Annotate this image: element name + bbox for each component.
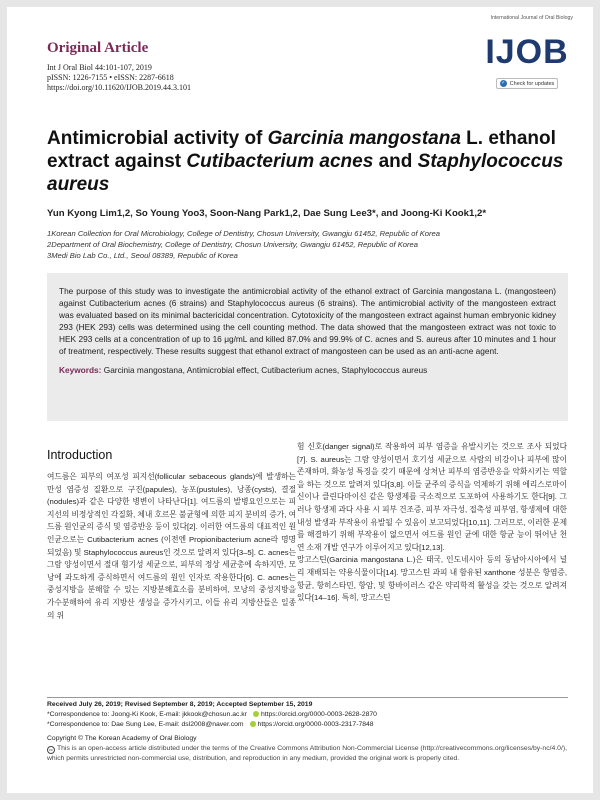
journal-name: International Journal of Oral Biology: [490, 15, 573, 21]
check-updates-icon: ✓: [501, 80, 506, 86]
correspondence-2-text: *Correspondence to: Dae Sung Lee, E-mail: dsl2008@naver.com: [47, 721, 244, 728]
affiliation-1: 1Korean Collection for Oral Microbiology, College of Dentistry, Chosun University, Gwangju 61452, Republic of Korea: [47, 229, 440, 238]
citation-line-issn: pISSN: 1226-7155 • eISSN: 2287-6618: [47, 73, 174, 82]
license-text: This is an open-access article distributed under the terms of the Creative Commons Attribution Non-Commercial License (http://creativecommons.org/licenses/by-nc/4.0/), which permits unrestricted non-commercial use, distribution, and reproduction in any medium, provided the original work is properly cited.: [47, 745, 567, 762]
orcid-icon: [253, 711, 259, 717]
citation-line-journal: Int J Oral Biol 44:101-107, 2019: [47, 63, 152, 72]
abstract-text: The purpose of this study was to investigate the antimicrobial activity of the ethanol extract of Garcinia mangostana L. (mangosteen) against Cutibacterium acnes (6 strains) and Staphylococcus aureus (6 strains). The antimicrobial activity of the mangosteen extract was evaluated based on its minimal bactericidal concentration. Cytotoxicity of the mangosteen extract against human embryonic kidney 293 (HEK 293) cells was determined using the cell counting method. The data showed that the mangosteen extract was not toxic to HEK 293 cells at a concentration of up to 16 μg/mL and killed 87.0% and 99.9% of C. acnes and S. aureus after 10 minutes and 1 hour of treatment, respectively. These results suggest that ethanol extract of mangosteen can be used as an anti-acne agent.: [59, 286, 556, 356]
article-type-label: Original Article: [47, 40, 149, 56]
copyright: Copyright © The Korean Academy of Oral Biology: [47, 735, 197, 742]
license-notice: [47, 744, 568, 764]
orcid-icon: [250, 721, 256, 727]
check-for-updates-button[interactable]: [496, 78, 559, 89]
article-title: Antimicrobial activity of Garcinia mangostana L. ethanol extract against Cutibacterium acnes and Staphylococcus aureus: [47, 128, 564, 195]
abstract-box: [47, 273, 568, 421]
article-header: [47, 40, 191, 93]
citation-line-doi[interactable]: https://doi.org/10.11620/IJOB.2019.44.3.101: [47, 83, 192, 92]
correspondence-1-text: *Correspondence to: Joong-Ki Kook, E-mail: jkkook@chosun.ac.kr: [47, 711, 247, 718]
orcid-link-2[interactable]: https://orcid.org/0000-0003-2317-7848: [257, 721, 374, 728]
affiliation-3: 3Medi Bio Lab Co., Ltd., Seoul 08389, Republic of Korea: [47, 251, 238, 260]
received-dates: Received July 26, 2019; Revised September 8, 2019; Accepted September 15, 2019: [47, 701, 313, 708]
citation-block: [47, 63, 191, 93]
article-page: [7, 7, 593, 793]
journal-logo: IJOB: [485, 33, 569, 71]
author-list: Yun Kyong Lim1,2, So Young Yoo3, Soon-Nang Park1,2, Dae Sung Lee3*, and Joong-Ki Kook1,2*: [47, 208, 487, 219]
journal-branding: [481, 15, 573, 89]
body-column-left: 여드름은 피부의 여포성 피지선(follicular sebaceous glands)에 발생하는 만성 염증성 질환으로 구진(papules), 농포(pustules), 낭종(cysts), 결절(nodules)과 같은 다양한 병변이 나타난다[1]. 여드름의 발병요인으로는 피지선의 비정상적인 각질화, 체내 호르몬 불균형에 의한 피지 분비의 증가, 여드름 원인균의 증식 및 염증반응 등이 있다[2]. 이러한 여드름의 대표적인 원인균으로는 Cutibacterium acnes (이전엔 Propionibacterium acne라 명명되었음) 및 Staphylococcus aureus인 것으로 알려져 있다[3–5]. C. acnes는 그람 양성이면서 절대 혐기성 세균으로, 피부의 정상 세균총에 속하지만, 모낭에 과도하게 증식하면서 여드름의 원인 인자로 작용한다[6]. C. acnes는 중성지방을 분해할 수 있는 지방분해효소를 분비하여, 모낭의 중성지방을 가수분해하여 유리 지방산 생성을 증가시키고, 이들 유리 지방산들은 일종의 위: [47, 472, 296, 620]
correspondence-2: [47, 720, 568, 730]
keywords-list: Garcinia mangostana, Antimicrobial effect, Cutibacterium acnes, Staphylococcus aureus: [103, 365, 428, 375]
keywords: [59, 364, 556, 376]
section-title-introduction: Introduction: [47, 448, 113, 462]
body-column-right: 험 신호(danger signal)로 작용하여 피부 염증을 유발시키는 것으로 조사 되었다[7]. S. aureus는 그람 양성이면서 호기성 세균으로 사람의 비강이나 피부에 많이 존재하며, 화농성 특징을 갖기 때문에 상처난 피부의 염증반응을 악화시키는 역할을 하는 것으로 알려져 있다[3,8]. 이들 균주의 증식을 억제하기 위해 에리스로마이신이나 클린다마이신 같은 항생제를 국소적으로 도포하여 사용하기도 한다[9]. 그러나 항생제 과다 사용 시 피부 건조증, 피부 자극성, 접촉성 피부염, 항생제에 대한 내성 발생과 부작용이 유발될 수 있음이 보고되었다[10,11]. 그러므로, 이러한 문제를 해결하기 위해 부작용이 없으면서 여드름 원인 균에 대한 항균 능이 뛰어난 천연 소재 개발 연구가 이루어지고 있다[12,13]. 망고스틴(Garcinia mangostana L.)은 태국, 인도네시아 등의 동남아시아에서 널리 재배되는 약용식물이다[14]. 망고스틴 과피 내 함유된 xanthone 성분은 항염증, 항균, 항히스타민, 항암, 및 항바이러스 같은 약리학적 활성을 갖는 것으로 알려져 있다[14–16]. 특히, 망고스틴: [297, 442, 567, 603]
affiliations: [47, 228, 567, 261]
creative-commons-icon: cc: [49, 747, 53, 752]
keywords-label: Keywords:: [59, 365, 102, 375]
affiliation-2: 2Department of Oral Biochemistry, College of Dentistry, Chosun University, Gwangju 61452, Republic of Korea: [47, 240, 418, 249]
footer-divider: [47, 697, 568, 698]
check-updates-label: Check for updates: [509, 80, 555, 87]
orcid-link-1[interactable]: https://orcid.org/0000-0003-2628-2870: [260, 711, 377, 718]
article-footer: [47, 700, 568, 764]
correspondence-1: [47, 710, 568, 720]
